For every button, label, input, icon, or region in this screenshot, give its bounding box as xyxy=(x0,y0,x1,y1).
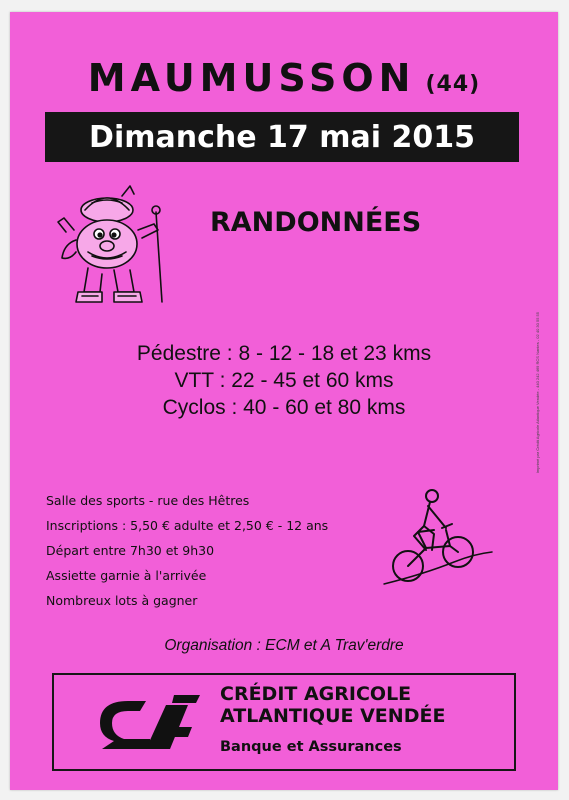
date-banner: Dimanche 17 mai 2015 xyxy=(45,112,519,162)
sponsor-name xyxy=(220,683,445,727)
department-code: (44) xyxy=(425,72,481,97)
credit-agricole-logo-icon xyxy=(88,687,206,757)
printer-note: Imprimé par Crédit Agricole Atlantique Vendée - 440 242 469 RCS Nantes - 02 40 30 55 55 xyxy=(535,312,540,474)
detail-meal: Assiette garnie à l'arrivée xyxy=(46,568,207,583)
routes-list xyxy=(10,340,558,421)
event-heading: RANDONNÉES xyxy=(210,207,422,238)
town-name: MAUMUSSON xyxy=(87,56,416,100)
route-cyclos: Cyclos : 40 - 60 et 80 kms xyxy=(162,396,406,419)
sponsor-name-line1: CRÉDIT AGRICOLE xyxy=(220,683,412,705)
cyclist-icon xyxy=(380,480,495,595)
route-pedestre: Pédestre : 8 - 12 - 18 et 23 kms xyxy=(136,342,432,365)
hiker-icon xyxy=(52,182,172,312)
detail-departure: Départ entre 7h30 et 9h30 xyxy=(46,543,215,558)
detail-venue: Salle des sports - rue des Hêtres xyxy=(46,493,250,508)
sponsor-name-line2: ATLANTIQUE VENDÉE xyxy=(220,705,446,727)
detail-registration: Inscriptions : 5,50 € adulte et 2,50 € - 12 ans xyxy=(46,518,329,533)
page-title xyxy=(10,56,558,100)
detail-prizes: Nombreux lots à gagner xyxy=(46,593,198,608)
flyer-sheet xyxy=(10,12,558,790)
organisation-line: Organisation : ECM et A Trav'erdre xyxy=(164,637,404,654)
details-list xyxy=(46,492,328,617)
route-vtt: VTT : 22 - 45 et 60 kms xyxy=(174,369,394,392)
sponsor-box xyxy=(52,673,516,771)
sponsor-tagline: Banque et Assurances xyxy=(220,739,402,755)
